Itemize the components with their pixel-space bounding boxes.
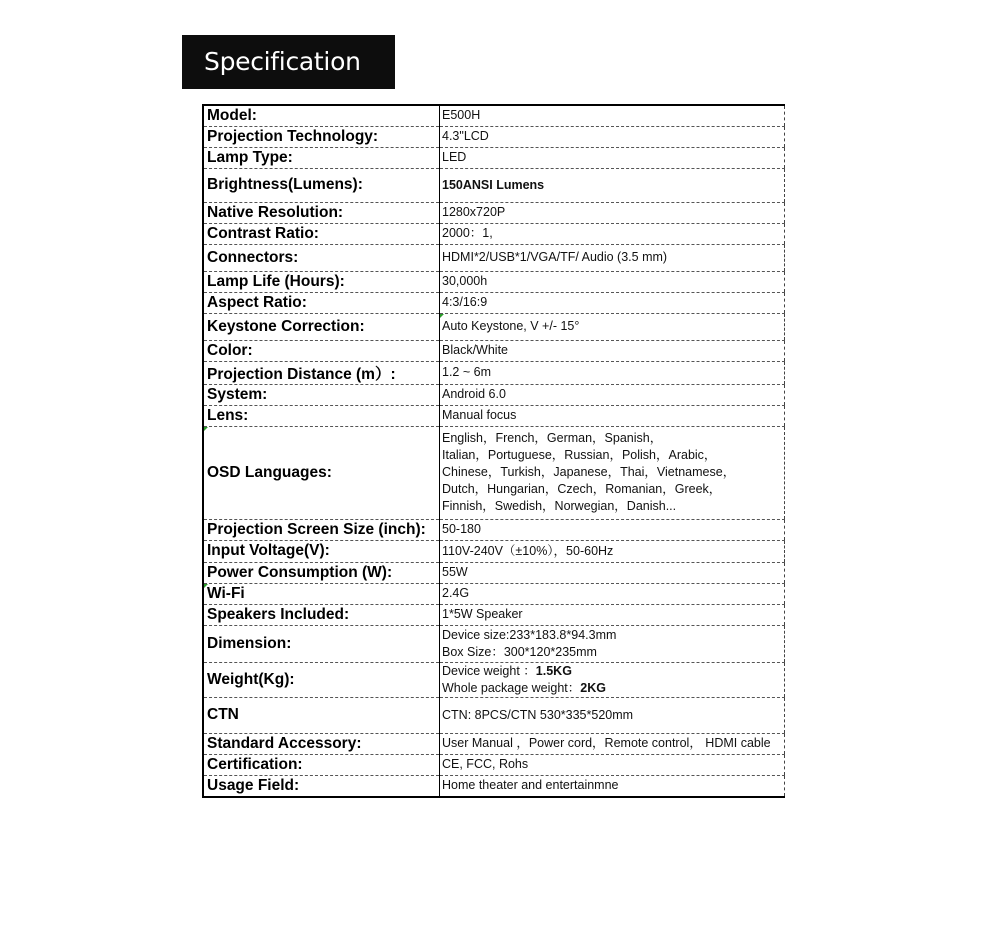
row-label: Dimension:: [203, 625, 440, 662]
table-row: [203, 105, 785, 126]
row-value: 50-180: [440, 519, 785, 540]
table-row: [203, 604, 785, 625]
row-value: 1*5W Speaker: [440, 604, 785, 625]
row-label: Lens:: [203, 405, 440, 426]
table-row: [203, 562, 785, 583]
device-weight: Device weight ：1.5KG: [442, 663, 572, 678]
table-row: [203, 340, 785, 361]
row-value: 30,000h: [440, 271, 785, 292]
row-value: CE, FCC, Rohs: [440, 754, 785, 775]
row-label: System:: [203, 384, 440, 405]
row-label: Input Voltage(V):: [203, 540, 440, 562]
row-value: Home theater and entertainmne: [442, 778, 619, 793]
row-label: Brightness(Lumens):: [203, 168, 440, 202]
row-value: 4:3/16:9: [440, 292, 785, 313]
row-value: [440, 662, 785, 697]
osd-language-line: Italian，Portuguese，Russian，Polish，Arabic，: [442, 448, 717, 462]
row-label: Model:: [203, 105, 440, 126]
row-label: Native Resolution:: [203, 202, 440, 223]
dimension-device-size: Device size:233*183.8*94.3mm: [442, 627, 617, 642]
table-row: [203, 168, 785, 202]
table-row: [203, 147, 785, 168]
row-label: CTN: [203, 697, 440, 733]
row-label: Speakers Included:: [203, 604, 440, 625]
table-row: [203, 583, 785, 604]
row-value: [440, 426, 785, 519]
table-row: [203, 426, 785, 519]
table-row: [203, 625, 785, 662]
row-value: 1.2 ~ 6m: [440, 361, 785, 384]
row-value: CTN: 8PCS/CTN 530*335*520mm: [440, 697, 785, 733]
row-value: HDMI*2/USB*1/VGA/TF/ Audio (3.5 mm): [440, 244, 785, 271]
table-row: [203, 384, 785, 405]
package-weight: Whole package weight：2KG: [442, 680, 606, 695]
table-row: [203, 775, 785, 797]
table-row: [203, 733, 785, 754]
row-value: 1280x720P: [440, 202, 785, 223]
row-label: Connectors:: [203, 244, 440, 271]
table-row: [203, 271, 785, 292]
row-label: Projection Technology:: [203, 126, 440, 147]
row-value: Black/White: [440, 340, 785, 361]
row-value: E500H: [440, 105, 785, 126]
row-label: Projection Distance (m）:: [203, 361, 440, 384]
row-value: LED: [440, 147, 785, 168]
table-row: [203, 519, 785, 540]
row-value: Android 6.0: [440, 384, 785, 405]
table-row: [203, 662, 785, 697]
table-row: [203, 361, 785, 384]
table-row: [203, 202, 785, 223]
row-value: 55W: [440, 562, 785, 583]
row-label: Weight(Kg):: [203, 662, 440, 697]
row-label: Lamp Type:: [203, 147, 440, 168]
row-label: Keystone Correction:: [203, 313, 440, 340]
row-label: Wi-Fi: [203, 583, 440, 604]
table-row: [203, 223, 785, 244]
row-label: Power Consumption (W):: [203, 562, 440, 583]
row-label: Certification:: [203, 754, 440, 775]
row-value: 110V-240V（±10%），50-60Hz: [440, 540, 785, 562]
row-value: 2000：1,: [440, 223, 785, 244]
row-value: User Manual ，Power cord，Remote control， HDMI cable: [440, 733, 785, 754]
row-label: Lamp Life (Hours):: [203, 271, 440, 292]
row-value: Manual focus: [440, 405, 785, 426]
row-label: Color:: [203, 340, 440, 361]
osd-language-line: English，French，German，Spanish，: [442, 431, 663, 445]
osd-language-line: Finnish，Swedish，Norwegian，Danish...: [442, 499, 677, 513]
osd-language-line: Chinese，Turkish，Japanese，Thai，Vietnamese，: [442, 465, 736, 479]
row-value: [440, 625, 785, 662]
row-label: Projection Screen Size (inch):: [203, 519, 440, 540]
row-value: 4.3"LCD: [440, 126, 785, 147]
row-label: OSD Languages:: [203, 426, 440, 519]
row-label: Aspect Ratio:: [203, 292, 440, 313]
table-row: [203, 244, 785, 271]
table-row: [203, 126, 785, 147]
row-value: 2.4G: [440, 583, 785, 604]
row-label: Standard Accessory:: [203, 733, 440, 754]
row-label: Contrast Ratio:: [203, 223, 440, 244]
dimension-box-size: Box Size：300*120*235mm: [442, 644, 597, 659]
table-row: [203, 754, 785, 775]
osd-language-line: Dutch，Hungarian，Czech，Romanian，Greek，: [442, 482, 722, 496]
table-row: [203, 697, 785, 733]
row-value: Auto Keystone, V +/- 15°: [440, 313, 785, 340]
table-row: [203, 292, 785, 313]
table-row: [203, 405, 785, 426]
specification-heading: Specification: [182, 35, 395, 89]
row-label: Usage Field:: [203, 775, 440, 797]
table-row: [203, 313, 785, 340]
spec-table: [202, 104, 785, 798]
table-row: [203, 540, 785, 562]
row-value: 150ANSI Lumens: [440, 168, 785, 202]
